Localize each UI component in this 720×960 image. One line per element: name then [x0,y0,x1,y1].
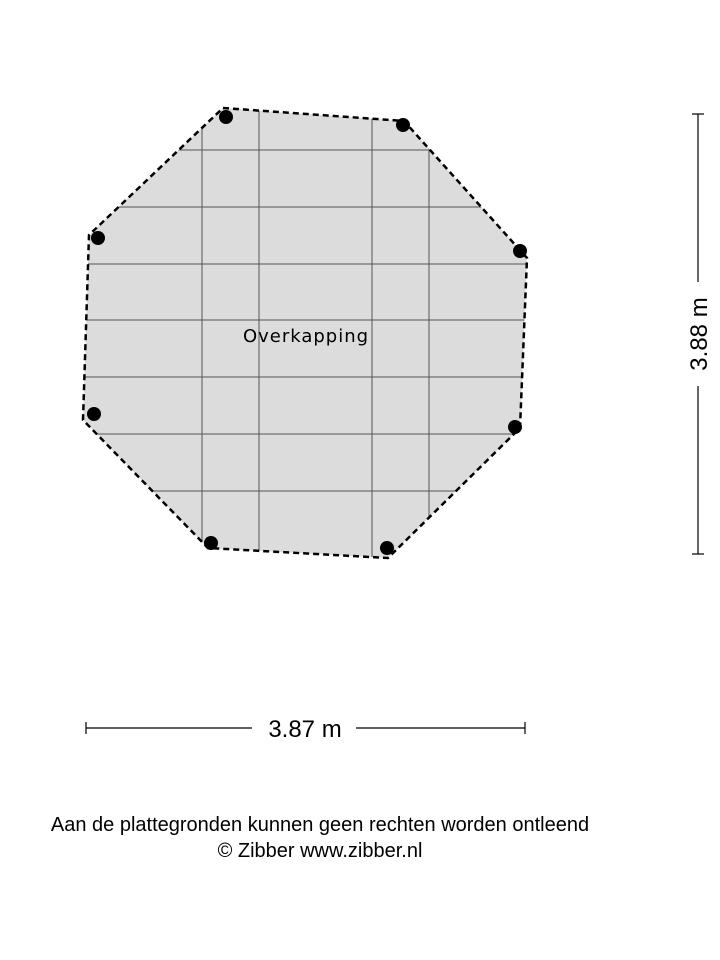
post-marker [380,541,394,555]
post-marker [91,231,105,245]
disclaimer-text: Aan de plattegronden kunnen geen rechten worden ontleend [50,814,590,836]
copyright-text: © Zibber www.zibber.nl [217,840,423,862]
width-dimension-label: 3.87 m [268,716,342,743]
post-marker [204,536,218,550]
post-marker [396,118,410,132]
post-marker [508,420,522,434]
post-marker [87,407,101,421]
post-marker [219,110,233,124]
post-marker [513,244,527,258]
room-label: Overkapping [242,326,370,347]
height-dimension-label: 3.88 m [686,297,713,371]
